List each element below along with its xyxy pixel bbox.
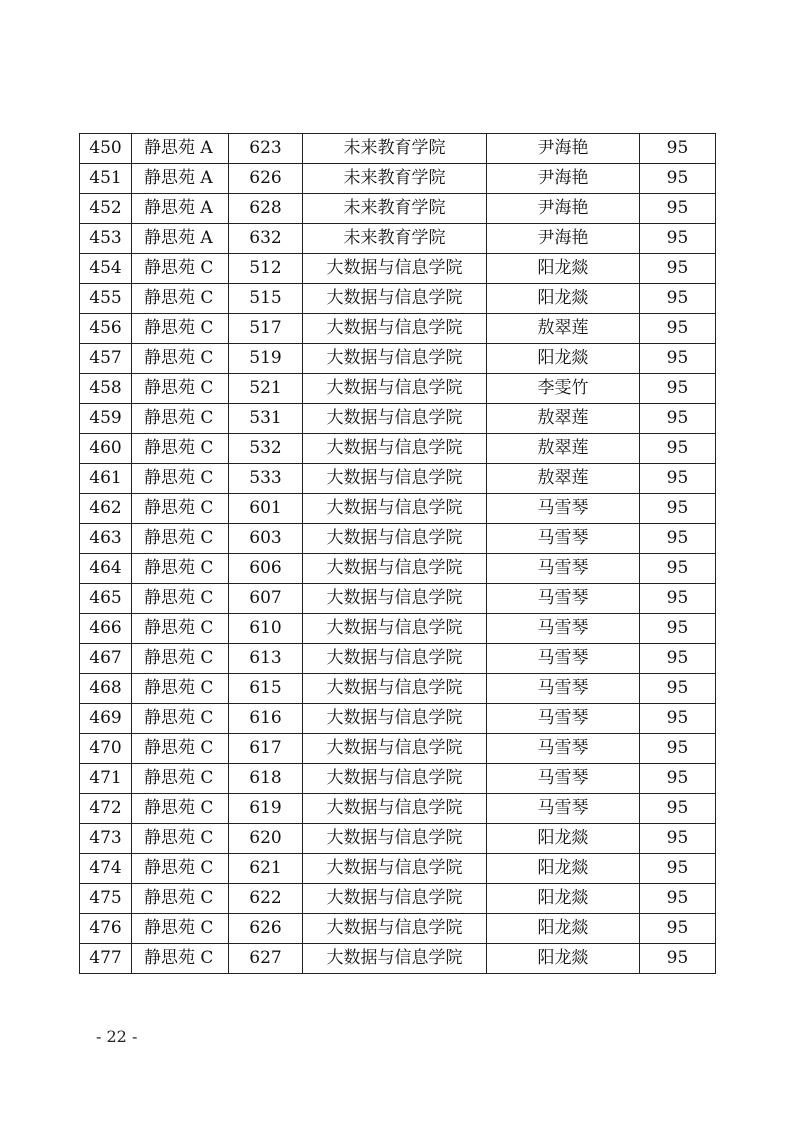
room-cell: 632 — [229, 224, 303, 254]
college-cell: 大数据与信息学院 — [303, 884, 487, 914]
row-number-cell: 453 — [80, 224, 132, 254]
score-cell: 95 — [640, 434, 716, 464]
score-cell: 95 — [640, 494, 716, 524]
row-number-cell: 457 — [80, 344, 132, 374]
room-cell: 616 — [229, 704, 303, 734]
score-cell: 95 — [640, 614, 716, 644]
score-cell: 95 — [640, 584, 716, 614]
score-cell: 95 — [640, 914, 716, 944]
counselor-cell: 尹海艳 — [487, 134, 640, 164]
row-number-cell: 459 — [80, 404, 132, 434]
college-cell: 大数据与信息学院 — [303, 554, 487, 584]
counselor-cell: 马雪琴 — [487, 554, 640, 584]
college-cell: 大数据与信息学院 — [303, 914, 487, 944]
counselor-cell: 尹海艳 — [487, 164, 640, 194]
room-cell: 521 — [229, 374, 303, 404]
college-cell: 未来教育学院 — [303, 224, 487, 254]
building-cell: 静思苑 C — [132, 434, 229, 464]
row-number-cell: 458 — [80, 374, 132, 404]
counselor-cell: 马雪琴 — [487, 704, 640, 734]
counselor-cell: 敖翠莲 — [487, 464, 640, 494]
score-cell: 95 — [640, 224, 716, 254]
row-number-cell: 477 — [80, 944, 132, 974]
college-cell: 大数据与信息学院 — [303, 314, 487, 344]
counselor-cell: 阳龙燚 — [487, 254, 640, 284]
building-cell: 静思苑 C — [132, 614, 229, 644]
room-cell: 603 — [229, 524, 303, 554]
row-number-cell: 462 — [80, 494, 132, 524]
table-body — [80, 134, 716, 974]
building-cell: 静思苑 C — [132, 884, 229, 914]
score-cell: 95 — [640, 344, 716, 374]
college-cell: 大数据与信息学院 — [303, 824, 487, 854]
counselor-cell: 敖翠莲 — [487, 404, 640, 434]
table-row — [80, 734, 716, 764]
row-number-cell: 471 — [80, 764, 132, 794]
room-cell: 620 — [229, 824, 303, 854]
table-row — [80, 314, 716, 344]
room-cell: 607 — [229, 584, 303, 614]
counselor-cell: 尹海艳 — [487, 194, 640, 224]
building-cell: 静思苑 C — [132, 554, 229, 584]
counselor-cell: 阳龙燚 — [487, 944, 640, 974]
college-cell: 大数据与信息学院 — [303, 944, 487, 974]
room-cell: 601 — [229, 494, 303, 524]
row-number-cell: 454 — [80, 254, 132, 284]
room-cell: 621 — [229, 854, 303, 884]
college-cell: 大数据与信息学院 — [303, 404, 487, 434]
table-row — [80, 764, 716, 794]
building-cell: 静思苑 C — [132, 734, 229, 764]
counselor-cell: 阳龙燚 — [487, 284, 640, 314]
building-cell: 静思苑 C — [132, 854, 229, 884]
building-cell: 静思苑 C — [132, 764, 229, 794]
table-row — [80, 884, 716, 914]
score-cell: 95 — [640, 464, 716, 494]
table-row — [80, 344, 716, 374]
table-row — [80, 434, 716, 464]
counselor-cell: 马雪琴 — [487, 764, 640, 794]
room-cell: 517 — [229, 314, 303, 344]
building-cell: 静思苑 C — [132, 524, 229, 554]
score-cell: 95 — [640, 824, 716, 854]
counselor-cell: 阳龙燚 — [487, 884, 640, 914]
building-cell: 静思苑 C — [132, 944, 229, 974]
table-row — [80, 404, 716, 434]
table-row — [80, 614, 716, 644]
building-cell: 静思苑 C — [132, 644, 229, 674]
building-cell: 静思苑 A — [132, 164, 229, 194]
building-cell: 静思苑 A — [132, 224, 229, 254]
row-number-cell: 466 — [80, 614, 132, 644]
college-cell: 大数据与信息学院 — [303, 704, 487, 734]
table-row — [80, 914, 716, 944]
score-cell: 95 — [640, 644, 716, 674]
counselor-cell: 阳龙燚 — [487, 824, 640, 854]
row-number-cell: 456 — [80, 314, 132, 344]
college-cell: 未来教育学院 — [303, 164, 487, 194]
room-cell: 512 — [229, 254, 303, 284]
counselor-cell: 马雪琴 — [487, 614, 640, 644]
college-cell: 大数据与信息学院 — [303, 794, 487, 824]
college-cell: 大数据与信息学院 — [303, 374, 487, 404]
row-number-cell: 469 — [80, 704, 132, 734]
building-cell: 静思苑 C — [132, 374, 229, 404]
room-cell: 626 — [229, 164, 303, 194]
counselor-cell: 尹海艳 — [487, 224, 640, 254]
score-cell: 95 — [640, 884, 716, 914]
row-number-cell: 475 — [80, 884, 132, 914]
table-row — [80, 464, 716, 494]
score-cell: 95 — [640, 734, 716, 764]
building-cell: 静思苑 C — [132, 674, 229, 704]
building-cell: 静思苑 C — [132, 344, 229, 374]
building-cell: 静思苑 C — [132, 464, 229, 494]
counselor-cell: 敖翠莲 — [487, 314, 640, 344]
row-number-cell: 464 — [80, 554, 132, 584]
row-number-cell: 451 — [80, 164, 132, 194]
college-cell: 未来教育学院 — [303, 194, 487, 224]
room-cell: 626 — [229, 914, 303, 944]
room-cell: 515 — [229, 284, 303, 314]
row-number-cell: 470 — [80, 734, 132, 764]
building-cell: 静思苑 C — [132, 704, 229, 734]
table-row — [80, 824, 716, 854]
room-cell: 532 — [229, 434, 303, 464]
building-cell: 静思苑 C — [132, 404, 229, 434]
room-cell: 619 — [229, 794, 303, 824]
score-cell: 95 — [640, 164, 716, 194]
counselor-cell: 阳龙燚 — [487, 344, 640, 374]
score-cell: 95 — [640, 404, 716, 434]
score-cell: 95 — [640, 134, 716, 164]
counselor-cell: 阳龙燚 — [487, 914, 640, 944]
building-cell: 静思苑 C — [132, 494, 229, 524]
row-number-cell: 476 — [80, 914, 132, 944]
room-cell: 606 — [229, 554, 303, 584]
row-number-cell: 465 — [80, 584, 132, 614]
score-cell: 95 — [640, 194, 716, 224]
building-cell: 静思苑 C — [132, 824, 229, 854]
college-cell: 大数据与信息学院 — [303, 524, 487, 554]
college-cell: 大数据与信息学院 — [303, 464, 487, 494]
college-cell: 大数据与信息学院 — [303, 254, 487, 284]
table-row — [80, 524, 716, 554]
table-row — [80, 674, 716, 704]
room-cell: 618 — [229, 764, 303, 794]
score-cell: 95 — [640, 854, 716, 884]
building-cell: 静思苑 A — [132, 134, 229, 164]
counselor-cell: 阳龙燚 — [487, 854, 640, 884]
college-cell: 大数据与信息学院 — [303, 434, 487, 464]
table-row — [80, 374, 716, 404]
table-row — [80, 284, 716, 314]
row-number-cell: 473 — [80, 824, 132, 854]
table-row — [80, 134, 716, 164]
college-cell: 大数据与信息学院 — [303, 494, 487, 524]
room-cell: 613 — [229, 644, 303, 674]
score-cell: 95 — [640, 704, 716, 734]
score-cell: 95 — [640, 314, 716, 344]
college-cell: 大数据与信息学院 — [303, 614, 487, 644]
page-number: - 22 - — [96, 1027, 138, 1046]
table-row — [80, 254, 716, 284]
room-cell: 531 — [229, 404, 303, 434]
college-cell: 大数据与信息学院 — [303, 674, 487, 704]
row-number-cell: 461 — [80, 464, 132, 494]
building-cell: 静思苑 C — [132, 914, 229, 944]
row-number-cell: 468 — [80, 674, 132, 704]
score-cell: 95 — [640, 944, 716, 974]
row-number-cell: 474 — [80, 854, 132, 884]
row-number-cell: 460 — [80, 434, 132, 464]
score-cell: 95 — [640, 374, 716, 404]
college-cell: 大数据与信息学院 — [303, 854, 487, 884]
table-row — [80, 224, 716, 254]
table-row — [80, 944, 716, 974]
room-cell: 627 — [229, 944, 303, 974]
room-cell: 533 — [229, 464, 303, 494]
row-number-cell: 450 — [80, 134, 132, 164]
score-cell: 95 — [640, 764, 716, 794]
table-row — [80, 644, 716, 674]
counselor-cell: 敖翠莲 — [487, 434, 640, 464]
building-cell: 静思苑 C — [132, 284, 229, 314]
row-number-cell: 463 — [80, 524, 132, 554]
college-cell: 未来教育学院 — [303, 134, 487, 164]
counselor-cell: 马雪琴 — [487, 644, 640, 674]
building-cell: 静思苑 A — [132, 194, 229, 224]
college-cell: 大数据与信息学院 — [303, 734, 487, 764]
score-cell: 95 — [640, 284, 716, 314]
row-number-cell: 452 — [80, 194, 132, 224]
college-cell: 大数据与信息学院 — [303, 284, 487, 314]
room-cell: 617 — [229, 734, 303, 764]
college-cell: 大数据与信息学院 — [303, 644, 487, 674]
room-cell: 610 — [229, 614, 303, 644]
row-number-cell: 455 — [80, 284, 132, 314]
building-cell: 静思苑 C — [132, 314, 229, 344]
building-cell: 静思苑 C — [132, 584, 229, 614]
score-cell: 95 — [640, 254, 716, 284]
table-row — [80, 554, 716, 584]
college-cell: 大数据与信息学院 — [303, 344, 487, 374]
building-cell: 静思苑 C — [132, 254, 229, 284]
row-number-cell: 467 — [80, 644, 132, 674]
counselor-cell: 马雪琴 — [487, 794, 640, 824]
score-cell: 95 — [640, 674, 716, 704]
counselor-cell: 李雯竹 — [487, 374, 640, 404]
room-cell: 628 — [229, 194, 303, 224]
score-cell: 95 — [640, 554, 716, 584]
college-cell: 大数据与信息学院 — [303, 584, 487, 614]
table-row — [80, 194, 716, 224]
score-cell: 95 — [640, 794, 716, 824]
table-row — [80, 854, 716, 884]
counselor-cell: 马雪琴 — [487, 674, 640, 704]
table-row — [80, 164, 716, 194]
college-cell: 大数据与信息学院 — [303, 764, 487, 794]
counselor-cell: 马雪琴 — [487, 734, 640, 764]
room-cell: 519 — [229, 344, 303, 374]
dormitory-score-table-container — [79, 133, 715, 974]
counselor-cell: 马雪琴 — [487, 584, 640, 614]
counselor-cell: 马雪琴 — [487, 494, 640, 524]
row-number-cell: 472 — [80, 794, 132, 824]
room-cell: 623 — [229, 134, 303, 164]
table-row — [80, 794, 716, 824]
table-row — [80, 494, 716, 524]
room-cell: 615 — [229, 674, 303, 704]
counselor-cell: 马雪琴 — [487, 524, 640, 554]
room-cell: 622 — [229, 884, 303, 914]
table-row — [80, 584, 716, 614]
building-cell: 静思苑 C — [132, 794, 229, 824]
dormitory-score-table — [79, 133, 716, 974]
score-cell: 95 — [640, 524, 716, 554]
table-row — [80, 704, 716, 734]
